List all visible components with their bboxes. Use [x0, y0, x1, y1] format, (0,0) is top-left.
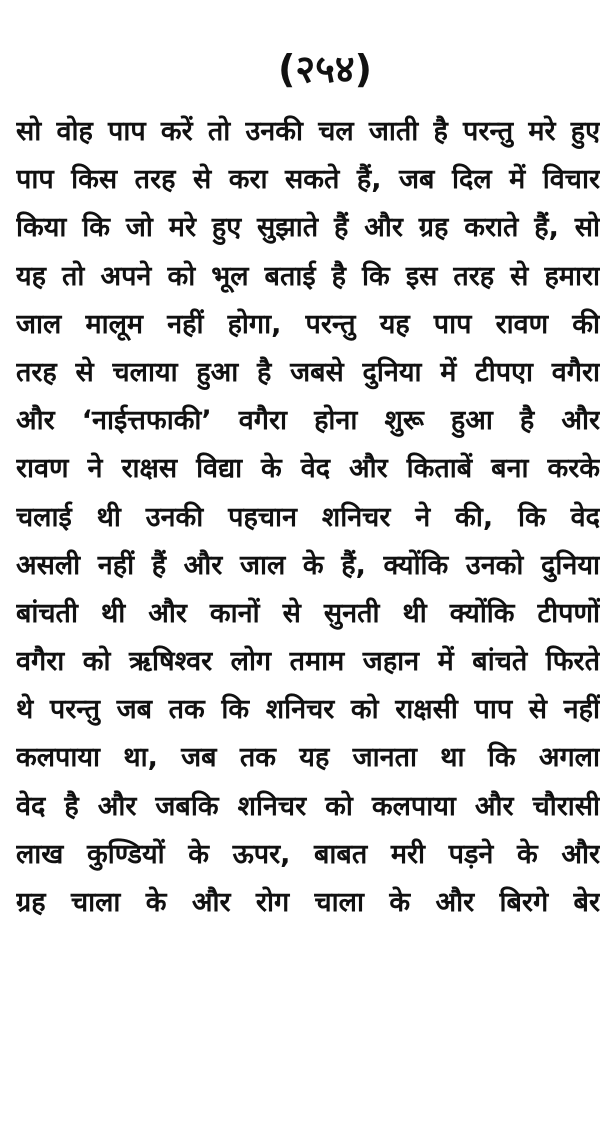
- text-line: तरह से चलाया हुआ है जबसे दुनिया में टीपएा वगैरा: [16, 356, 600, 388]
- text-line: सो वोह पाप करें तो उनकी चल जाती है परन्तु मरे हुए: [16, 116, 600, 147]
- text-line: रावण ने राक्षस विद्या के वेद और किताबें बना करके: [16, 453, 600, 485]
- text-line: पाप किस तरह से करा सकते हैं, जब दिल में विचार: [16, 164, 600, 196]
- body-text: [16, 108, 600, 927]
- text-line: कलपाया था, जब तक यह जानता था कि अगला: [16, 742, 600, 774]
- text-line: वगैरा को ऋषिश्वर लोग तमाम जहान में बांचते फिरते: [16, 646, 600, 678]
- text-line: असली नहीं हैं और जाल के हैं, क्योंकि उनको दुनिया: [16, 549, 600, 581]
- text-line: यह तो अपने को भूल बताई है कि इस तरह से हमारा: [16, 260, 600, 292]
- page-number: (२५४): [277, 47, 372, 91]
- text-line: चलाई थी उनकी पहचान शनिचर ने की, कि वेद: [16, 501, 600, 533]
- text-line: थे परन्तु जब तक कि शनिचर को राक्षसी पाप से नहीं: [16, 694, 600, 726]
- text-line: जाल मालूम नहीं होगा, परन्तु यह पाप रावण की: [16, 308, 600, 340]
- text-line: बांचती थी और कानों से सुनती थी क्योंकि टीपणों: [16, 597, 600, 629]
- text-line: और ‘नाईत्तफाकी’ वगैरा होना शुरू हुआ है और: [16, 405, 600, 437]
- text-line: किया कि जो मरे हुए सुझाते हैं और ग्रह कराते हैं, सो: [16, 212, 600, 244]
- text-line: ग्रह चाला के और रोग चाला के और बिरगे बेर: [16, 887, 600, 918]
- text-line: लाख कुण्डियों के ऊपर, बाबत मरी पड़ने के और: [16, 838, 600, 870]
- text-line: वेद है और जबकि शनिचर को कलपाया और चौरासी: [16, 790, 600, 822]
